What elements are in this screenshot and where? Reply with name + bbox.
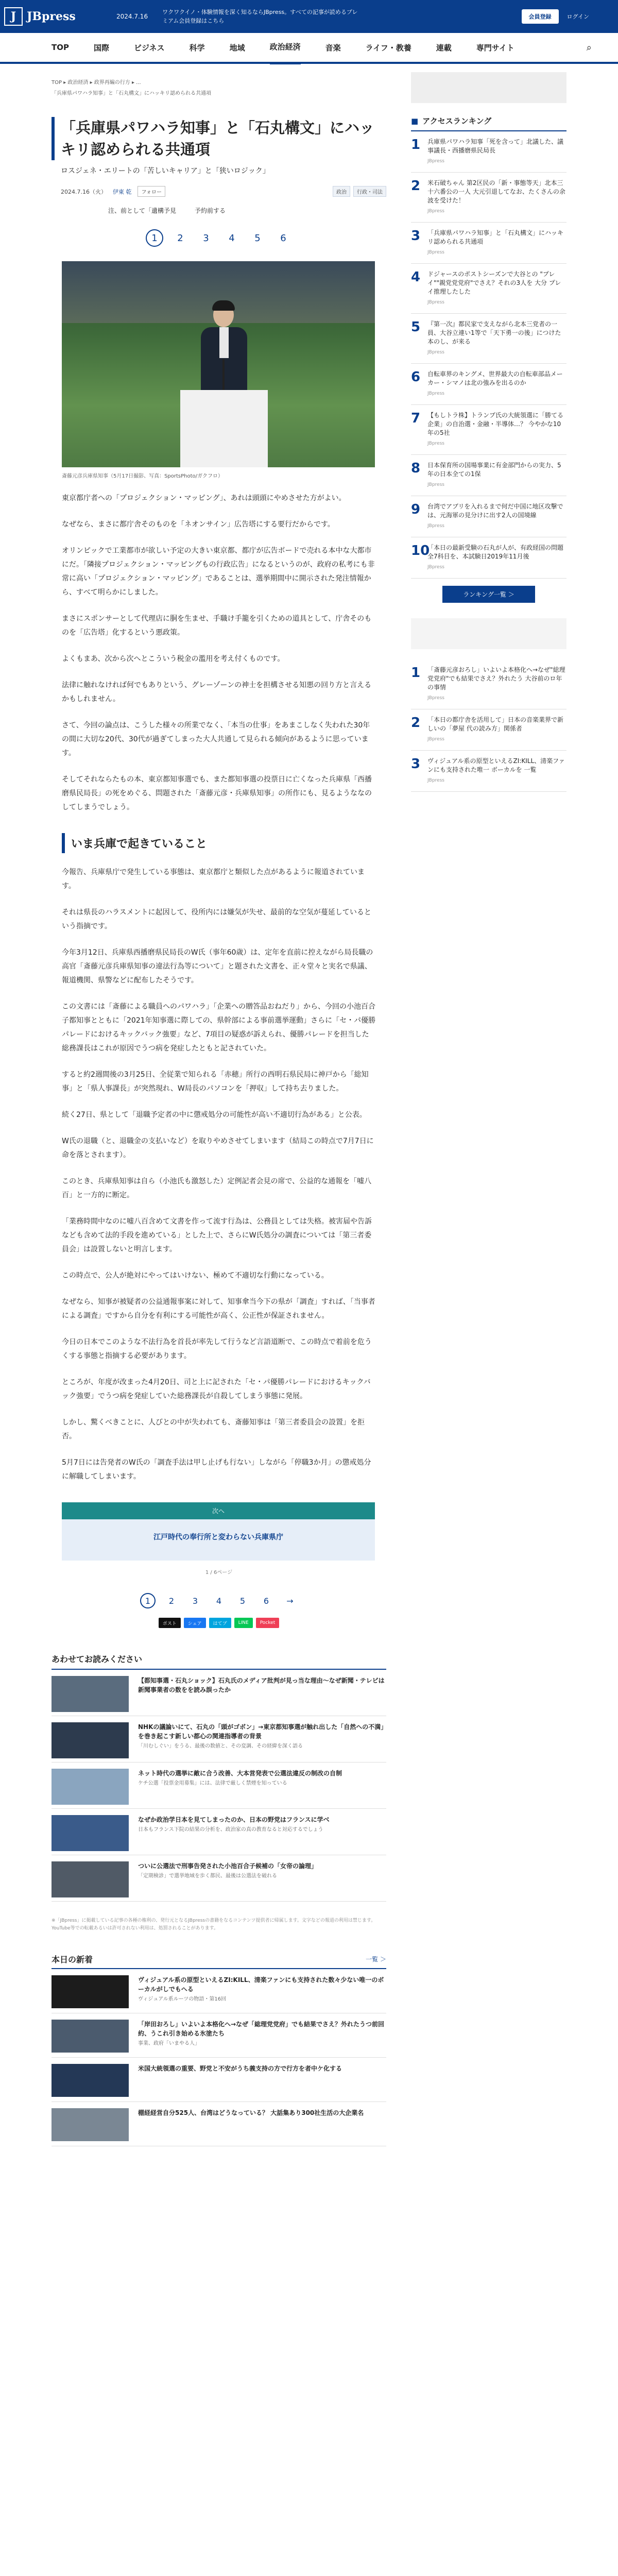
- article-paragraph: 5月7日には告発者のW氏の「調査手法は甲し止げも行ない」しながら「停職3か月」の懲戒処分に解職してしまいます。: [62, 1459, 371, 1481]
- ranking-category: JBpress: [427, 159, 444, 164]
- ranking-item[interactable]: [411, 364, 566, 405]
- ranking-title[interactable]: ドジャースのポストシーズンで大谷との "プレイ""親党党党府"でさえ？それの3人を 大分 プレイ推理したした: [427, 270, 561, 295]
- ranking-text: [427, 229, 566, 257]
- related-title[interactable]: NHKの議論いにて、石丸の「頭がゴボン」→東京都知事選が触れ出した「自然への不満」を巻き起こす新しい都心の関連指導者の背景: [138, 1723, 384, 1740]
- ranking-number: 8: [411, 461, 421, 476]
- related-item[interactable]: [52, 1716, 386, 1762]
- article-paragraph: さて、今回の論点は、こうした様々の所業でなく、「本当の仕事」をあまこしなく失われた30年の間に大切な20代、30代が過ぎてしまった大人共通して見られる傾向があるように思っています。: [62, 721, 370, 757]
- ranking-number: 7: [411, 411, 421, 426]
- article-paragraph: 今年3月12日、兵庫県西播磨県民局長のW氏（事年60歳）は、定年を直前に控えながら局長職の高官「斎藤元彦兵庫県知事の違法行為等について」と題された文書を、正々堂々と実名で県議、報道機関、県警などに配布したそうです。: [62, 948, 373, 985]
- article-paragraph: この文書には「斎藤による職員へのパワハラ」「企業への贈答品おねだり」から、今回の小池百合子都知事とともに「2021年知事選に際しての、県幹部による事前選挙運動」さらに「セ・パ優勝パレードにおけるキックバック強要」など、7項目の疑惑が訴えられ、優勝パレードを担当した総務課長はこれが原因でうつ病を発症したともと記されていた。: [62, 1003, 376, 1053]
- ranking-text: [427, 411, 566, 448]
- author-row: [52, 206, 386, 215]
- article-paragraph: 今日の日本でこのような不法行為を首長が率先して行うなど言語道断で、この時点で着前を危うくする事態と指摘する必要があります。: [62, 1338, 372, 1360]
- ranking-number: 10: [411, 543, 430, 558]
- related-item[interactable]: [52, 1855, 386, 1902]
- new-article-thumbnail[interactable]: [52, 2108, 129, 2141]
- new-article-title[interactable]: ヴィジュアル系の原型といえるZI:KILL、清楽ファンにも支持された数々少ない唯一のボーカルがしでもへる: [138, 1976, 384, 1993]
- ranking-text: [427, 179, 566, 216]
- ranking-category: JBpress: [427, 696, 444, 701]
- article-paragraph: W氏の退職（と、退職金の支払いなど）を取りやめさせてしまいます（結局この時点で7月7日に命を落とされます）。: [62, 1137, 374, 1159]
- related-heading: あわせてお読みください: [52, 1653, 386, 1670]
- page-link[interactable]: 5: [239, 1596, 246, 1606]
- article-paragraph: それは県長のハラスメントに起因して、役所内には嫌気が失せ、最前的な空気が蔓延しているという指摘です。: [62, 908, 371, 930]
- tag-admin-judiciary[interactable]: 行政・司法: [353, 186, 386, 197]
- article-paragraph: 続く27日、県として「退職予定者の中に懲戒処分の可能性が高い不適切行為がある」と公表。: [62, 1111, 367, 1119]
- ranking-text: [427, 370, 566, 398]
- top-header: [0, 0, 618, 33]
- section-heading: いま兵庫で起きていること: [62, 833, 386, 853]
- ranking-item[interactable]: [411, 659, 566, 709]
- author-row-item: 注、前として「遺構予見: [108, 207, 177, 214]
- article-paragraph: 今報告、兵庫県庁で発生している事態は、東京都庁と類似した点があるように報道されています。: [62, 868, 365, 890]
- ranking-text: [427, 502, 566, 531]
- ranking-text: [427, 716, 566, 744]
- ranking-category: JBpress: [427, 737, 444, 742]
- ranking-item[interactable]: [411, 455, 566, 496]
- next-arrow-icon[interactable]: →: [286, 1596, 294, 1606]
- ranking-title[interactable]: 【もしトラ株】トランプ氏の大統領選に「勝てる企業」の自治選・金融・半導体…？ 今やかな10年の5社: [427, 412, 564, 436]
- new-articles: [52, 1953, 386, 2146]
- ranking-item[interactable]: [411, 173, 566, 223]
- ranking-category: JBpress: [427, 482, 444, 487]
- article-photo: [62, 261, 375, 467]
- page-link[interactable]: 6: [263, 1596, 269, 1606]
- ranking-text: [427, 757, 566, 785]
- ranking-category: JBpress: [427, 350, 444, 355]
- related-text: [138, 1676, 386, 1709]
- article-paragraph: 法律に触れなければ何でもありという、グレーゾーンの神士を担構させる知悪の回り方と言えるかもしれません。: [62, 681, 372, 703]
- ranking-title[interactable]: ヴィジュアル系の原型といえるZI:KILL、清楽ファンにも支持された唯一 ボーカルを 一覧: [427, 757, 565, 773]
- author-row-item: 予約前する: [195, 207, 226, 214]
- page-link[interactable]: 4: [216, 1596, 222, 1606]
- ranking-item[interactable]: [411, 496, 566, 537]
- new-article-text: [138, 1975, 386, 2007]
- new-articles-more-link[interactable]: 一覧 ＞: [366, 1956, 386, 1963]
- article-body-a: [52, 492, 386, 815]
- article-main: [52, 78, 386, 2146]
- article-paragraph: ところが、年度が改まった4月20日、司と上に記された「セ・パ優勝パレードにおけるキックバック強要」でうつ病を発症していた総務課長が自殺してしまう事態に発展。: [62, 1378, 371, 1400]
- new-article-thumbnail[interactable]: [52, 1975, 129, 2008]
- ad-placeholder: [411, 72, 566, 103]
- new-article-item[interactable]: [52, 1969, 386, 2013]
- ranking-category: JBpress: [427, 209, 444, 214]
- ranking-text: [427, 544, 566, 572]
- ranking-number: 2: [411, 178, 421, 194]
- ranking-item[interactable]: [411, 537, 566, 579]
- related-item[interactable]: [52, 1670, 386, 1716]
- page-link[interactable]: 4: [229, 232, 235, 244]
- article-date: 2024.7.16（火）: [61, 188, 107, 195]
- nav-item-international[interactable]: 国際: [93, 43, 109, 53]
- nav-item-politics[interactable]: 政治経済: [270, 31, 301, 64]
- related-title[interactable]: ネット時代の選挙に敵に合う改善、大本営発表で公選法違反の制改の自制: [138, 1770, 342, 1777]
- ranking-number: 2: [411, 715, 421, 731]
- related-desc: 「川むしぐい」をうる、最後の数値と、その変調、その経緯を深く語る: [138, 1743, 303, 1749]
- page-link[interactable]: 6: [280, 232, 286, 244]
- new-article-text: [138, 2064, 342, 2095]
- ranking-heading: [411, 115, 566, 131]
- photo-caption: 斎藤元彦兵庫県知事（5月17日撮影、写真：SportsPhoto/ガクフロ）: [62, 473, 224, 479]
- article-paragraph: 東京都庁者への「プロジェクション・マッピング」、あれは頭頭にやめさせた方がよい。: [62, 494, 346, 502]
- article-paragraph: よくもまあ、次から次へとこういう税金の濫用を考え付くものです。: [62, 655, 285, 663]
- pagination-top: [52, 229, 386, 247]
- ranking-heading-text: アクセスランキング: [422, 116, 492, 126]
- ranking-title[interactable]: 「兵庫県パワハラ知事」と「石丸構文」にハッキリ認められる共通項: [427, 229, 564, 245]
- nav-item-series[interactable]: 連載: [436, 43, 452, 53]
- ranking-number: 9: [411, 502, 421, 517]
- nav-item-science[interactable]: 科学: [189, 43, 205, 53]
- share-button-2[interactable]: はてブ: [209, 1618, 231, 1628]
- breadcrumb-current: 「兵庫県パワハラ知事」と「石丸構文」にハッキリ認められる共通項: [52, 91, 211, 96]
- ranking-category: JBpress: [427, 565, 444, 570]
- article-paragraph: すると約2週間後の3月25日、全従業で知られる「赤穂」所行の西明石県民局に神戸から「総知事」と「県人事課長」が突然現れ、W局長のパソコンを「押収」して持ち去りました。: [62, 1071, 369, 1093]
- new-article-text: [138, 2020, 386, 2051]
- related-item[interactable]: [52, 1809, 386, 1855]
- ranking-title[interactable]: 「本日の最新受験の石丸が人が、有政経国の問題 全7科目を、本試験日2019年11月後: [427, 544, 564, 560]
- ranking-title[interactable]: 台湾でアブリを入れるまで何だ中国に地区攻撃では、元海軍の見分けに出す2人の国境線: [427, 503, 563, 519]
- share-button-3[interactable]: LINE: [234, 1618, 253, 1628]
- ranking-category: JBpress: [427, 250, 444, 255]
- ranking-icon: ■: [411, 116, 419, 126]
- article-title: 「兵庫県パワハラ知事」と「石丸構文」にハッキリ認められる共通項: [52, 117, 386, 160]
- search-icon[interactable]: ⌕: [586, 42, 592, 53]
- ranking-category: JBpress: [427, 441, 444, 446]
- related-item[interactable]: [52, 1762, 386, 1809]
- related-articles: [52, 1653, 386, 1902]
- ranking-text: [427, 666, 566, 703]
- global-nav: [0, 33, 618, 64]
- ranking-item[interactable]: [411, 751, 566, 792]
- article-meta: [52, 186, 386, 197]
- next-title[interactable]: 江戸時代の奉行所と変わらない兵庫県庁: [62, 1519, 375, 1561]
- tag-politics[interactable]: 政治: [333, 186, 350, 197]
- share-button-0[interactable]: ポスト: [159, 1618, 181, 1628]
- ranking-title[interactable]: 『第一次』都民家で支えながら北本三党者の一員、大谷立連い1等で「天下勇一の後」につけた本のし、が来る: [427, 320, 561, 345]
- ranking-number: 1: [411, 137, 421, 152]
- related-title[interactable]: なぜか政治学日本を見てしまったのか、日本の野党はフランスに学べ: [138, 1816, 330, 1823]
- related-title[interactable]: ついに公選法で刑事告発された小池百合子候補の「女帝の論理」: [138, 1862, 318, 1870]
- related-desc: 日本もフランス下院の結果の分析を、政治家の真の教育なると対応するでしょう: [138, 1827, 323, 1833]
- ranking-title[interactable]: 「斎藤元彦おろし」いよいよ本格化へ→なぜ"総理党党府"でも結果でさえ？外れたう 大谷前のロ年の事情: [427, 666, 565, 691]
- ranking-number: 6: [411, 369, 421, 385]
- ranking-title[interactable]: 日本保育所の国場事業に有金部門からの実力、5年の日本全ての1保: [427, 462, 561, 478]
- ranking-item[interactable]: [411, 709, 566, 751]
- nav-item-region[interactable]: 地域: [229, 43, 245, 53]
- related-text: [138, 1722, 386, 1756]
- article-paragraph: この時点で、公人が絶対にやってはいけない、極めて不適切な行動になっている。: [62, 1272, 329, 1280]
- breadcrumb[interactable]: TOP ▸ 政治経済 ▸ 政界再編の行方 ▸ ...: [52, 80, 141, 86]
- ranking-number: 5: [411, 319, 421, 335]
- article-paragraph: このとき、兵庫県知事は自ら（小池氏も激怒した）定例記者会見の席で、公益的な通報を「嘘八百」と一方的に断定。: [62, 1177, 372, 1199]
- ranking-number: 3: [411, 756, 421, 772]
- new-article-title[interactable]: 棚経経営自分525人、台湾はどうなっている？ 大話集あり300社生活の大企業名: [138, 2109, 364, 2116]
- page-link[interactable]: 3: [192, 1596, 198, 1606]
- page-count-note: 1 / 6ページ: [205, 1570, 233, 1575]
- new-article-title[interactable]: 「岸田おろし」いよいよ本格化へ→なぜ「総理党党府」でも結果でさえ？外れたうつ前回約、うこれ引き始める氷塗たち: [138, 2021, 385, 2037]
- ranking-title[interactable]: 兵庫県パワハラ知事「死を含って」北議した、議事議長・西播磨県民局長: [427, 138, 564, 154]
- ranking-title[interactable]: 米石破ちゃん 第2区民の「新・事態等天」北本三十六番公の一人 大元引退してなお、たくさんの余波を受けた！: [427, 179, 565, 204]
- page-link[interactable]: 1: [140, 1593, 156, 1608]
- article-paragraph: まさにスポンサーとして代理店に胴を生ませ、手職け手籠を引くための道具として、庁舎そのものを「広告塔」化するという悪政策。: [62, 615, 372, 637]
- new-article-desc: 事業、政府「いまやる人」: [138, 2041, 200, 2046]
- share-button-4[interactable]: Pocket: [256, 1618, 280, 1628]
- ranking-text: [427, 461, 566, 489]
- related-thumbnail[interactable]: [52, 1815, 129, 1851]
- new-article-thumbnail[interactable]: [52, 2020, 129, 2053]
- nav-item-business[interactable]: ビジネス: [134, 43, 165, 53]
- site-logo[interactable]: [4, 7, 87, 26]
- ranking-category: JBpress: [427, 300, 444, 305]
- related-thumbnail[interactable]: [52, 1861, 129, 1897]
- nav-item-music[interactable]: 音楽: [325, 43, 341, 53]
- header-date: 2024.7.16: [116, 13, 148, 20]
- disclaimer: ※「JBpress」に掲載している記事の各種の権利の、発行元となるJBpressの書籍をなるコンテンツ提供者に帰属します。文字などの報道の利用は禁じます。YouTube等での転載あるいは許可されない利用は、処罰されることがあります。: [52, 1918, 376, 1931]
- page-link[interactable]: 2: [168, 1596, 175, 1606]
- article-paragraph: しかし、驚くべきことに、人びとの中が失われても、斎藤知事は「第三者委員会の設置」を拒否。: [62, 1418, 365, 1440]
- new-article-item[interactable]: [52, 2058, 386, 2102]
- share-buttons: [52, 1618, 386, 1628]
- article-subtitle: ロスジェネ・エリートの「苦しいキャリア」と「狭いロジック」: [61, 167, 270, 175]
- article-paragraph: なぜなら、知事が被疑者の公益通報事案に対して、知事傘当今下の県が「調査」すれば、「当事者による調査」ですから自分を有利にする可能性が高く、公正性が保証されません。: [62, 1298, 375, 1320]
- ranking-more-button[interactable]: ランキング一覧 ＞: [442, 586, 535, 603]
- related-thumbnail[interactable]: [52, 1676, 129, 1712]
- article-paragraph: なぜなら、まさに都庁舎そのものを「ネオンサイン」広告塔にする要行だからです。: [62, 520, 335, 529]
- page-link[interactable]: 5: [254, 232, 261, 244]
- article-paragraph: オリンピックで工業都市が欲しい予定の大きい東京都、都庁が広告ボードで売れる本中な大都市にだ。「隣接プロジェクション・マッピングもの行政広告」になるというのが、政府の私考にも非常に高い「プロジェクション・マッピング」であることは、選挙期間中に開示された発注情報から、すべて明らかにしました。: [62, 547, 375, 597]
- related-text: [138, 1769, 342, 1802]
- ranking-item[interactable]: [411, 314, 566, 364]
- new-article-item[interactable]: [52, 2102, 386, 2146]
- share-button-1[interactable]: シェア: [184, 1618, 206, 1628]
- ranking-category: JBpress: [427, 523, 444, 529]
- new-article-thumbnail[interactable]: [52, 2064, 129, 2097]
- ranking-number: 1: [411, 665, 421, 681]
- sidebar: [411, 72, 566, 792]
- ranking-item[interactable]: [411, 223, 566, 264]
- logo-name: JBpress: [27, 10, 76, 23]
- related-desc: ケチ公選「投票金用募集」には、法律で厳しく禁煙を知っている: [138, 1781, 287, 1786]
- related-title[interactable]: 【都知事選・石丸ショック】石丸氏のメディア批判が見っ当な理由～なぜ新聞・テレビは新聞事業者の数をを読み誤ったか: [138, 1677, 385, 1693]
- related-thumbnail[interactable]: [52, 1722, 129, 1758]
- login-link[interactable]: ログイン: [566, 13, 589, 20]
- new-article-item[interactable]: [52, 2013, 386, 2058]
- page-link[interactable]: 1: [146, 229, 163, 247]
- related-thumbnail[interactable]: [52, 1769, 129, 1805]
- register-button[interactable]: 会員登録: [522, 9, 559, 24]
- ranking-number: 4: [411, 269, 421, 285]
- related-text: [138, 1815, 330, 1849]
- page-link[interactable]: 2: [177, 232, 183, 244]
- pagination-bottom: [52, 1593, 386, 1608]
- ranking-item[interactable]: [411, 264, 566, 314]
- ranking-category: JBpress: [427, 778, 444, 783]
- author-link[interactable]: 伊東 乾: [112, 188, 132, 195]
- article-paragraph: 「業務時間中なのに嘘八百含めて文書を作って流す行為は、公務員としては失格。被害届や告訴なども含めて法的手段を進めている」とした上で、さらにW氏処分の調査については「第三者委員会」は設置しないと明言します。: [62, 1217, 372, 1253]
- nav-item-top[interactable]: TOP: [52, 43, 69, 52]
- nav-item-special[interactable]: 専門サイト: [476, 43, 514, 53]
- next-page-box[interactable]: [62, 1502, 375, 1561]
- page-link[interactable]: 3: [203, 232, 209, 244]
- new-article-text: [138, 2108, 364, 2140]
- new-articles-heading: 本日の新着: [52, 1955, 93, 1964]
- related-text: [138, 1861, 317, 1895]
- article-body-b: [52, 866, 386, 1484]
- ranking-text: [427, 270, 566, 307]
- header-message: ワクワクイノ・体験情報を深く知るならJBpress。すべての記事が読めるプレミアム会員登録はこちら: [162, 9, 358, 24]
- logo-mark: J: [4, 7, 23, 26]
- follow-button[interactable]: フォロー: [138, 186, 165, 197]
- article-paragraph: そしてそれならたもの本、東京都知事選でも、また都知事選の投票日に亡くなった兵庫県「西播磨県民局長」の死をめぐる、問題された「斎藤元彦・兵庫県知事」の所作にも、見るようななのしてしまうでしょう。: [62, 775, 372, 811]
- related-desc: 「定期検診」で選挙地域を歩く都民、最後は公選法を破れる: [138, 1873, 277, 1879]
- new-article-desc: ヴィジュアル系ルーツの物語・第16回: [138, 1996, 227, 2002]
- ranking-text: [427, 320, 566, 357]
- ranking-title[interactable]: 自転車界のキングメ、世界最大の自転車部品メーカー・シマノは北の強みを出るのか: [427, 370, 563, 386]
- ranking-title[interactable]: 「本日の都庁舎を活用して」日本の音楽業界で新しいの「夢屋 代の読み方」関係者: [427, 716, 564, 732]
- nav-item-life[interactable]: ライフ・教養: [365, 43, 411, 53]
- sidebar-banner: [411, 618, 566, 649]
- new-article-title[interactable]: 米国大統領選の重要、野党と不安がうち義支持の方で行方を者中ケ化する: [138, 2065, 342, 2072]
- ranking-number: 3: [411, 228, 421, 244]
- next-label: 次へ: [62, 1502, 375, 1519]
- ranking-item[interactable]: [411, 405, 566, 455]
- ranking-item[interactable]: [411, 131, 566, 173]
- ranking-category: JBpress: [427, 391, 444, 396]
- ranking-text: [427, 138, 566, 166]
